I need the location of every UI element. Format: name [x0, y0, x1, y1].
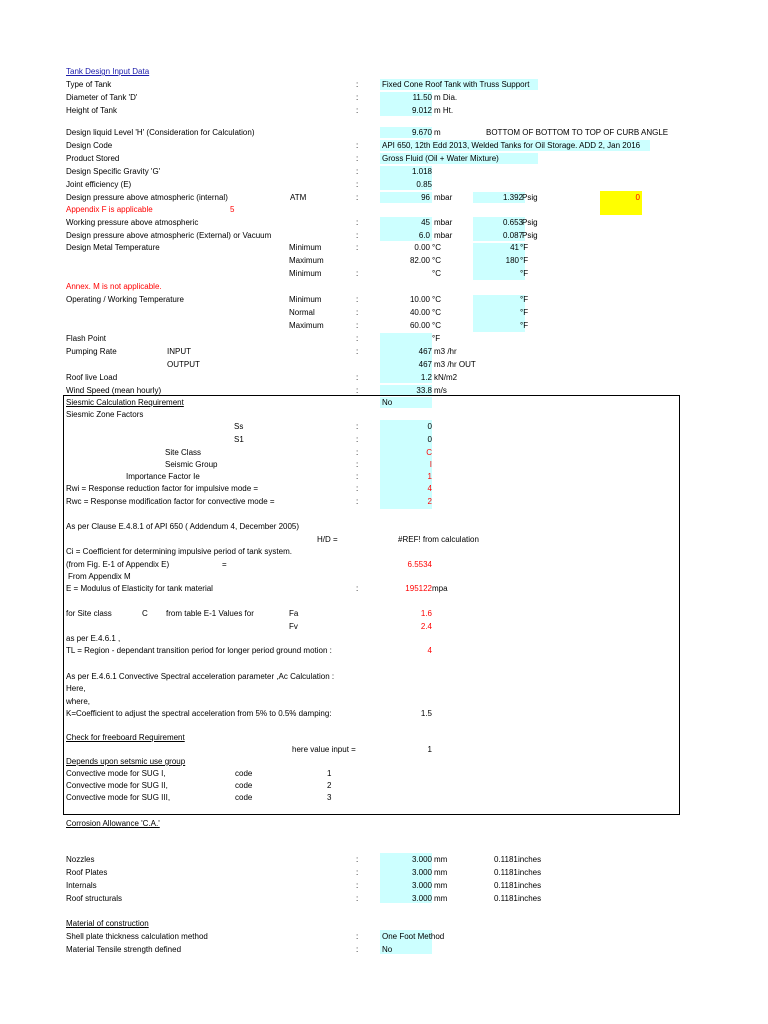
here-label: Here, — [66, 684, 86, 693]
colon: : — [356, 321, 359, 330]
corrosion-mm-unit: mm — [434, 894, 448, 903]
fahrenheit-unit: °F — [520, 243, 529, 252]
s1-value: 0 — [427, 435, 432, 444]
temp-celsius-value: 10.00 — [409, 295, 430, 304]
where-label: where, — [66, 697, 91, 706]
corrosion-mm-unit: mm — [434, 868, 448, 877]
rwc-value: 2 — [427, 497, 432, 506]
temp-row-name: Minimum — [289, 295, 322, 304]
shell-method-label: Shell plate thickness calculation method — [66, 932, 208, 941]
colon: : — [356, 497, 359, 506]
working-pressure-value: 45 — [421, 218, 430, 227]
joint-efficiency-label: Joint efficiency (E) — [66, 180, 132, 189]
colon: : — [356, 386, 359, 395]
clause-e481: As per Clause E.4.8.1 of API 650 ( Addendum 4, December 2005) — [66, 522, 300, 531]
material-title: Material of construction — [66, 919, 149, 928]
colon: : — [356, 435, 359, 444]
corrosion-inch-value: 0.1181 — [494, 881, 518, 890]
colon: : — [356, 243, 359, 252]
shell-method-value: One Foot Method — [382, 932, 445, 941]
colon: : — [356, 231, 359, 240]
corrosion-item-label: Internals — [66, 881, 97, 890]
corrosion-title: Corrosion Allowance 'C.A.' — [66, 819, 160, 828]
corrosion-mm-value: 3.000 — [411, 894, 432, 903]
temp-celsius-value: 40.00 — [409, 308, 430, 317]
diameter-unit: m Dia. — [434, 93, 458, 102]
corrosion-item-label: Roof structurals — [66, 894, 123, 903]
corrosion-mm-value: 3.000 — [411, 881, 432, 890]
corrosion-inch-unit: inches — [518, 881, 542, 890]
seismic-requirement-label: Siesmic Calculation Requirement — [66, 398, 184, 407]
site-class-letter: C — [142, 609, 148, 618]
e-value: 195122 — [405, 584, 432, 593]
fahrenheit-unit: °F — [520, 295, 529, 304]
seismic-section-frame — [63, 395, 680, 815]
flag-value: 0 — [635, 193, 640, 202]
design-liquid-level-label: Design liquid Level 'H' (Consideration for Calculation) — [66, 128, 255, 137]
design-code-value: API 650, 12th Edd 2013, Welded Tanks for Oil Storage. ADD 2, Jan 2016 — [382, 141, 641, 150]
celsius-unit: °C — [432, 243, 441, 252]
colon: : — [356, 218, 359, 227]
colon: : — [356, 422, 359, 431]
colon: : — [356, 106, 359, 115]
fa-value: 1.6 — [420, 609, 432, 618]
corrosion-inch-unit: inches — [518, 868, 542, 877]
working-pressure-psig: 0.653 — [502, 218, 523, 227]
code-value: 3 — [327, 793, 332, 802]
tensile-strength-label: Material Tensile strength defined — [66, 945, 182, 954]
corrosion-inch-value: 0.1181 — [494, 855, 518, 864]
colon: : — [356, 881, 359, 890]
temp-row-name: Minimum — [289, 269, 322, 278]
temp-row-name: Normal — [289, 308, 315, 317]
ss-label: Ss — [234, 422, 244, 431]
here-value-input-label: here value input = — [292, 745, 356, 754]
ss-value: 0 — [427, 422, 432, 431]
appendix-f-label: Appendix F is applicable — [66, 205, 153, 214]
specific-gravity-label: Design Specific Gravity 'G' — [66, 167, 161, 176]
corrosion-item-label: Nozzles — [66, 855, 95, 864]
pumping-output-unit: m3 /hr OUT — [434, 360, 476, 369]
rwc-label: Rwc = Response modification factor for convective mode = — [66, 497, 275, 506]
flash-point-label: Flash Point — [66, 334, 107, 343]
colon: : — [356, 373, 359, 382]
operating-temperature-label: Operating / Working Temperature — [66, 295, 184, 304]
tl-label: TL = Region - dependant transition period for longer period ground motion : — [66, 646, 332, 655]
pumping-rate-label: Pumping Rate — [66, 347, 117, 356]
colon: : — [356, 180, 359, 189]
code-label: code — [235, 793, 253, 802]
colon: : — [356, 945, 359, 954]
temp-fahrenheit-value: 41 — [510, 243, 519, 252]
importance-factor-value: 1 — [427, 472, 432, 481]
depends-label: Depends upon setsmic use group — [66, 757, 186, 766]
ci-equals: = — [222, 560, 227, 569]
celsius-unit: °C — [432, 295, 441, 304]
hd-value: #REF! from calculation — [398, 535, 479, 544]
colon: : — [356, 308, 359, 317]
design-pressure-internal-label: Design pressure above atmospheric (internal) — [66, 193, 228, 202]
pumping-output-label: OUTPUT — [167, 360, 200, 369]
celsius-unit: °C — [432, 256, 441, 265]
colon: : — [356, 894, 359, 903]
diameter-label: Diameter of Tank 'D' — [66, 93, 138, 102]
colon: : — [356, 347, 359, 356]
colon: : — [356, 932, 359, 941]
design-pressure-internal-value: 96 — [421, 193, 430, 202]
corrosion-inch-value: 0.1181 — [494, 894, 518, 903]
fv-label: Fv — [289, 622, 298, 631]
height-unit: m Ht. — [434, 106, 454, 115]
celsius-unit: °C — [432, 321, 441, 330]
temp-celsius-value: 82.00 — [409, 256, 430, 265]
importance-factor-label: Importance Factor Ie — [126, 472, 200, 481]
height-value: 9.012 — [411, 106, 432, 115]
design-pressure-external-unit: mbar — [434, 231, 453, 240]
section-title[interactable]: Tank Design Input Data — [66, 67, 150, 76]
appendix-f-value: 5 — [230, 205, 235, 214]
colon: : — [356, 484, 359, 493]
psig-unit: Psig — [522, 218, 538, 227]
colon: : — [356, 295, 359, 304]
roof-live-load-label: Roof live Load — [66, 373, 118, 382]
design-pressure-external-label: Design pressure above atmospheric (External) or Vacuum — [66, 231, 272, 240]
convective-mode-label: Convective mode for SUG II, — [66, 781, 168, 790]
working-pressure-label: Working pressure above atmospheric — [66, 218, 199, 227]
tensile-strength-value: No — [382, 945, 393, 954]
design-liquid-level-unit: m — [434, 128, 441, 137]
fahrenheit-unit: °F — [520, 308, 529, 317]
colon: : — [356, 167, 359, 176]
temp-row-name: Maximum — [289, 256, 324, 265]
convective-mode-label: Convective mode for SUG III, — [66, 793, 171, 802]
site-class-value: C — [426, 448, 432, 457]
corrosion-mm-unit: mm — [434, 881, 448, 890]
celsius-unit: °C — [432, 269, 441, 278]
pumping-output-value: 467 — [418, 360, 432, 369]
roof-live-load-value: 1.2 — [420, 373, 432, 382]
temp-row-name: Minimum — [289, 243, 322, 252]
k-value: 1.5 — [420, 709, 432, 718]
design-pressure-external-value: 6.0 — [418, 231, 430, 240]
product-stored-label: Product Stored — [66, 154, 120, 163]
colon: : — [356, 93, 359, 102]
code-value: 2 — [327, 781, 332, 790]
roof-live-load-unit: kN/m2 — [434, 373, 458, 382]
site-class-line: for Site class — [66, 609, 112, 618]
height-label: Height of Tank — [66, 106, 117, 115]
fa-label: Fa — [289, 609, 299, 618]
ci-label: Ci = Coefficient for determining impulsive period of tank system. — [66, 547, 292, 556]
specific-gravity-value: 1.018 — [411, 167, 432, 176]
colon: : — [356, 154, 359, 163]
seismic-requirement-value: No — [382, 398, 393, 407]
corrosion-mm-value: 3.000 — [411, 855, 432, 864]
colon: : — [356, 269, 359, 278]
wind-speed-unit: m/s — [434, 386, 447, 395]
fv-value: 2.4 — [420, 622, 432, 631]
temp-celsius-value: 0.00 — [414, 243, 430, 252]
colon: : — [356, 334, 359, 343]
from-appendix-m: From Appendix M — [68, 572, 131, 581]
convective-mode-label: Convective mode for SUG I, — [66, 769, 166, 778]
temp-row-name: Maximum — [289, 321, 324, 330]
corrosion-mm-value: 3.000 — [411, 868, 432, 877]
code-label: code — [235, 781, 253, 790]
working-pressure-unit: mbar — [434, 218, 453, 227]
k-label: K=Coefficient to adjust the spectral acceleration from 5% to 0.5% damping: — [66, 709, 332, 718]
colon: : — [356, 855, 359, 864]
design-pressure-internal-psig: 1.392 — [502, 193, 523, 202]
colon: : — [356, 80, 359, 89]
corrosion-inch-value: 0.1181 — [494, 868, 518, 877]
colon: : — [356, 584, 359, 593]
fahrenheit-unit: °F — [520, 269, 529, 278]
temp-celsius-value: 60.00 — [409, 321, 430, 330]
wind-speed-value: 33.8 — [416, 386, 432, 395]
type-of-tank-value: Fixed Cone Roof Tank with Truss Support — [382, 80, 530, 89]
corrosion-inch-unit: inches — [518, 855, 542, 864]
freeboard-label: Check for freeboard Requirement — [66, 733, 185, 742]
colon: : — [356, 460, 359, 469]
corrosion-inch-unit: inches — [518, 894, 542, 903]
e-unit: mpa — [432, 584, 448, 593]
tl-value: 4 — [427, 646, 432, 655]
colon: : — [356, 472, 359, 481]
corrosion-item-label: Roof Plates — [66, 868, 108, 877]
colon: : — [356, 868, 359, 877]
hd-label: H/D = — [317, 535, 338, 544]
product-stored-value: Gross Fluid (Oil + Water Mixture) — [382, 154, 499, 163]
pumping-input-label: INPUT — [167, 347, 191, 356]
ci-value: 6.5534 — [407, 560, 432, 569]
corrosion-mm-unit: mm — [434, 855, 448, 864]
annex-m-label: Annex. M is not applicable. — [66, 282, 162, 291]
rwi-label: Rwi = Response reduction factor for impulsive mode = — [66, 484, 259, 493]
rwi-value: 4 — [427, 484, 432, 493]
atm-label: ATM — [290, 193, 307, 202]
site-class-label: Site Class — [165, 448, 202, 457]
here-value-input: 1 — [427, 745, 432, 754]
colon: : — [356, 193, 359, 202]
input-cell[interactable] — [473, 295, 525, 332]
seismic-group-label: Seismic Group — [165, 460, 218, 469]
wind-speed-label: Wind Speed (mean hourly) — [66, 386, 162, 395]
design-liquid-level-value: 9.670 — [411, 128, 432, 137]
temp-fahrenheit-value: 180 — [505, 256, 519, 265]
s1-label: S1 — [234, 435, 244, 444]
flash-point-unit: °F — [432, 334, 441, 343]
pumping-input-unit: m3 /hr — [434, 347, 457, 356]
seismic-zone-factors-label: Siesmic Zone Factors — [66, 410, 144, 419]
fahrenheit-unit: °F — [520, 256, 529, 265]
colon: : — [356, 141, 359, 150]
colon: : — [356, 448, 359, 457]
e-label: E = Modulus of Elasticity for tank material — [66, 584, 213, 593]
code-value: 1 — [327, 769, 332, 778]
design-metal-temperature-label: Design Metal Temperature — [66, 243, 160, 252]
design-code-label: Design Code — [66, 141, 113, 150]
psig-unit: Psig — [522, 193, 538, 202]
diameter-value: 11.50 — [412, 93, 432, 102]
as-per-e461: as per E.4.6.1 , — [66, 634, 121, 643]
code-label: code — [235, 769, 253, 778]
type-of-tank-label: Type of Tank — [66, 80, 112, 89]
psig-unit: Psig — [522, 231, 538, 240]
design-pressure-external-psig: 0.087 — [502, 231, 523, 240]
design-liquid-level-note: BOTTOM OF BOTTOM TO TOP OF CURB ANGLE — [486, 128, 669, 137]
from-table-label: from table E-1 Values for — [166, 609, 254, 618]
e4611-label: As per E.4.6.1 Convective Spectral acceleration parameter ,Ac Calculation : — [66, 672, 335, 681]
fahrenheit-unit: °F — [520, 321, 529, 330]
celsius-unit: °C — [432, 308, 441, 317]
pumping-input-value: 467 — [418, 347, 432, 356]
joint-efficiency-value: 0.85 — [416, 180, 432, 189]
ci-from-label: (from Fig. E-1 of Appendix E) — [66, 560, 170, 569]
seismic-group-value: I — [429, 460, 432, 469]
design-pressure-internal-unit: mbar — [434, 193, 453, 202]
